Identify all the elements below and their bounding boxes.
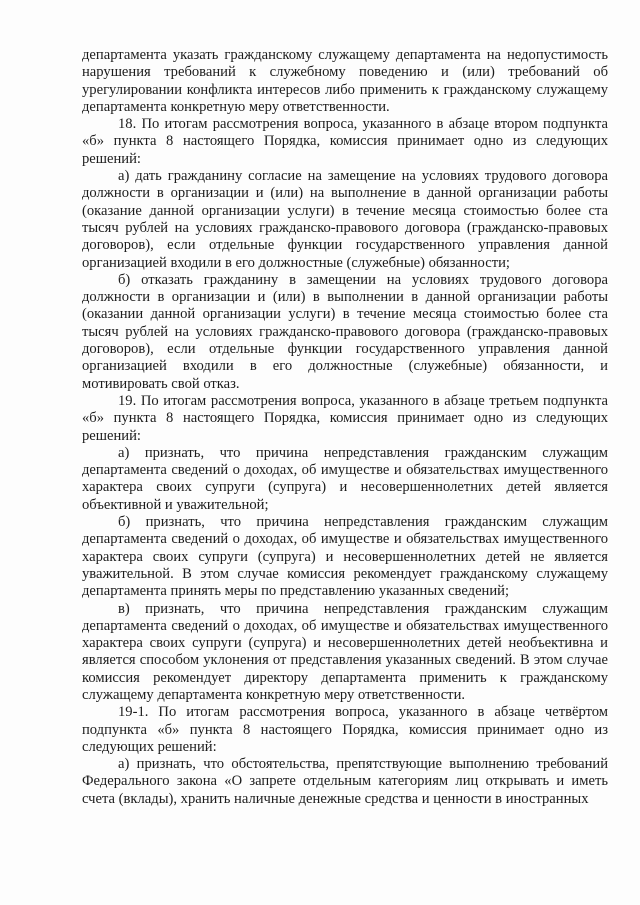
paragraph-19-1: 19-1. По итогам рассмотрения вопроса, указанного в абзаце четвёртом подпункта «б» пункта 8 настоящего Порядка, комиссия принимает одно из следующих решений: bbox=[82, 704, 608, 755]
paragraph-19-b: б) признать, что причина непредставления гражданским служащим департамента сведений о доходах, об имуществе и обязательствах имущественного характера своих супруги (супруга) и несовершеннолетних детей не является уважительной. В этом случае комиссия рекомендует гражданскому служащему департамента принять меры по представлению указанных сведений; bbox=[82, 514, 608, 600]
paragraph-19-1-a: а) признать, что обстоятельства, препятствующие выполнению требований Федерального закона «О запрете отдельным категориям лиц открывать и иметь счета (вклады), хранить наличные денежные средства и ценности в иностранных bbox=[82, 756, 608, 807]
paragraph-18: 18. По итогам рассмотрения вопроса, указанного в абзаце втором подпункта «б» пункта 8 настоящего Порядка, комиссия принимает одно из следующих решений: bbox=[82, 116, 608, 167]
paragraph-19: 19. По итогам рассмотрения вопроса, указанного в абзаце третьем подпункта «б» пункта 8 настоящего Порядка, комиссия принимает одно из следующих решений: bbox=[82, 392, 608, 444]
document-body bbox=[82, 47, 608, 808]
paragraph-19-v: в) признать, что причина непредставления гражданским служащим департамента сведений о доходах, об имуществе и обязательствах имущественного характера своих супруги (супруга) и несовершеннолетних детей необъективна и является способом уклонения от представления указанных сведений. В этом случае комиссия рекомендует директору департамента применить к гражданскому служащему департамента конкретную меру ответственности. bbox=[82, 600, 608, 703]
paragraph-18-b: б) отказать гражданину в замещении на условиях трудового договора должности в организации и (или) в выполнении в данной организации работы (оказании данной организации услуги) в течение месяца стоимостью более ста тысяч рублей на условиях гражданско-правового договора (гражданско-правовых договоров), если отдельные функции государственного управления данной организацией входили в его должностные (служебные) обязанности, и мотивировать свой отказ. bbox=[82, 271, 608, 392]
paragraph-17-end: департамента указать гражданскому служащему департамента на недопустимость нарушения требований к служебному поведению и (или) требований об урегулировании конфликта интересов либо применить к гражданскому служащему департамента конкретную меру ответственности. bbox=[82, 47, 608, 115]
paragraph-18-a: а) дать гражданину согласие на замещение на условиях трудового договора должности в организации и (или) на выполнение в данной организации работы (оказание данной организации услуги) в течение месяца стоимостью более ста тысяч рублей на условиях гражданско-правового договора (гражданско-правовых договоров), если отдельные функции государственного управления данной организацией входили в его должностные (служебные) обязанности; bbox=[82, 168, 608, 271]
paragraph-19-a: а) признать, что причина непредставления гражданским служащим департамента сведений о доходах, об имуществе и обязательствах имущественного характера своих супруги (супруга) и несовершеннолетних детей является объективной и уважительной; bbox=[82, 444, 608, 513]
